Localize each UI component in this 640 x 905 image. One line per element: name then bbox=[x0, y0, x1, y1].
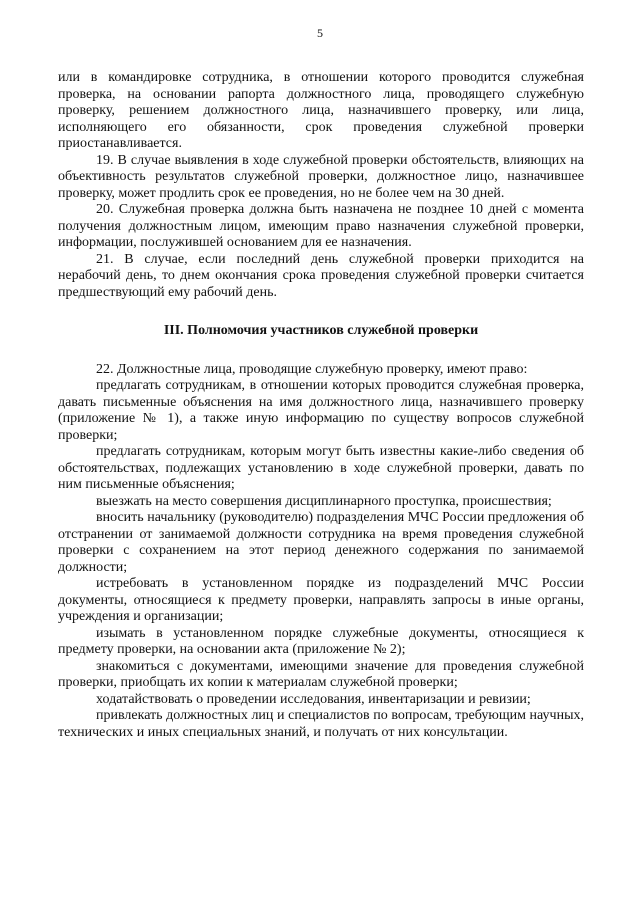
paragraph-19: 19. В случае выявления в ходе служебной проверки обстоятельств, влияющих на объективность результатов служебной проверки, должностное лицо, назначившее проверку, может продлить срок ее проведения, но не более чем на 30 дней. bbox=[58, 152, 584, 201]
page-number: 5 bbox=[317, 26, 323, 40]
right-item: изымать в установленном порядке служебные документы, относящиеся к предмету проверки, на основании акта (приложение № 2); bbox=[58, 625, 584, 657]
paragraph-continuation: или в командировке сотрудника, в отношении которого проводится служебная проверка, на основании рапорта должностного лица, проводящего служебную проверку, решением должностного лица, назначившего проверку, или лица, исполняющего его обязанности, срок проведения служебной проверки приостанавливается. bbox=[58, 70, 584, 151]
right-item: вносить начальнику (руководителю) подразделения МЧС России предложения об отстранении от занимаемой должности сотрудника на время проведения служебной проверки с сохранением на этот период денежного содержания по занимаемой должности; bbox=[58, 510, 584, 575]
right-item: ходатайствовать о проведении исследования, инвентаризации и ревизии; bbox=[96, 691, 531, 707]
paragraph-20: 20. Служебная проверка должна быть назначена не позднее 10 дней с момента получения должностным лицом, имеющим право назначения служебной проверки, информации, послужившей основанием для ее назначения. bbox=[58, 202, 584, 250]
right-item: истребовать в установленном порядке из подразделений МЧС России документы, относящиеся к предмету проверки, направлять запросы в иные органы, учреждения и организации; bbox=[58, 576, 584, 624]
right-item: предлагать сотрудникам, которым могут быть известны какие-либо сведения об обстоятельствах, подлежащих установлению в ходе служебной проверки, давать по ним письменные объяснения; bbox=[58, 444, 584, 492]
right-item: выезжать на место совершения дисциплинарного проступка, происшествия; bbox=[96, 493, 552, 509]
right-item: знакомиться с документами, имеющими значение для проведения служебной проверки, приобщать их копии к материалам служебной проверки; bbox=[58, 658, 584, 690]
right-item: предлагать сотрудникам, в отношении которых проводится служебная проверка, давать письменные объяснения на имя должностного лица, назначившего проверку (приложение № 1), а также иную информацию по существу вопросов служебной проверки; bbox=[58, 378, 584, 443]
document-body bbox=[58, 70, 584, 741]
right-item: привлекать должностных лиц и специалистов по вопросам, требующим научных, технических и иных специальных знаний, и получать от них консультации. bbox=[58, 708, 584, 740]
section-heading: III. Полномочия участников служебной проверки bbox=[163, 323, 479, 338]
paragraph-22: 22. Должностные лица, проводящие служебную проверку, имеют право: bbox=[96, 361, 528, 377]
paragraph-21: 21. В случае, если последний день служебной проверки приходится на нерабочий день, то днем окончания срока проведения служебной проверки считается предшествующий ему рабочий день. bbox=[58, 251, 584, 300]
